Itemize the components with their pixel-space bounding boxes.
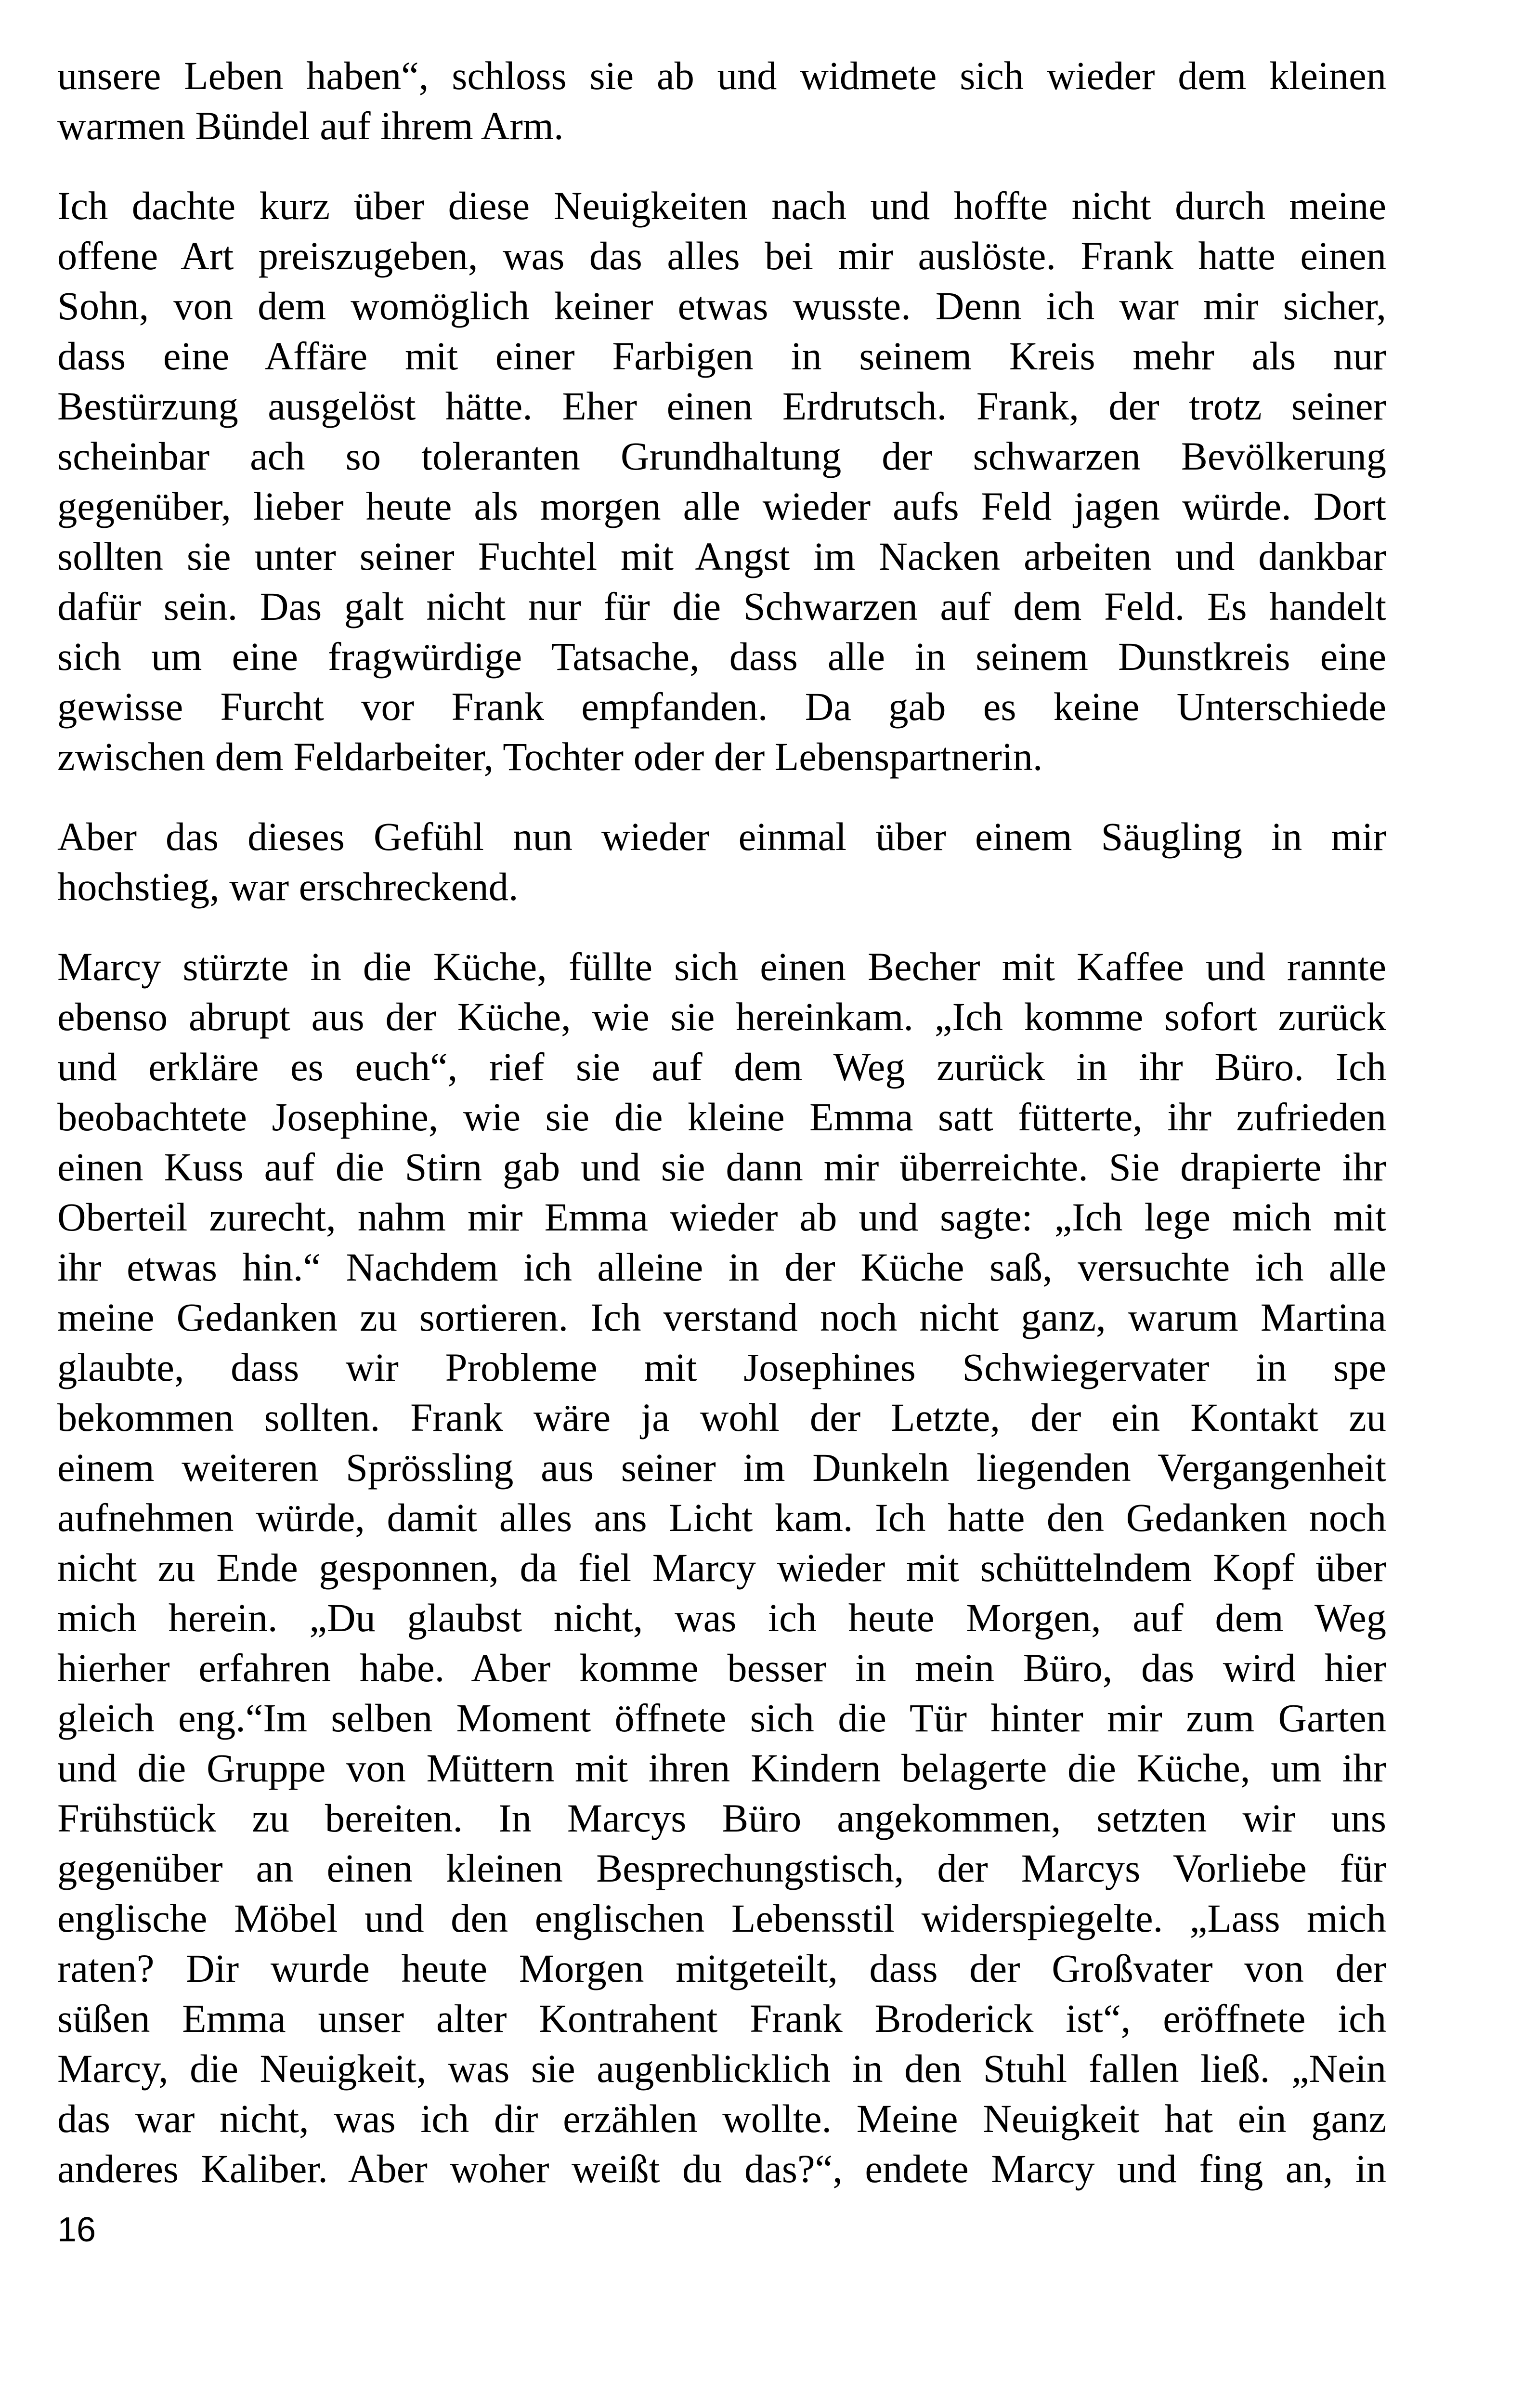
text-line: das war nicht, was ich dir erzählen wollte. Meine Neuigkeit hat ein ganz <box>57 2096 1386 2141</box>
text-line: glaubte, dass wir Probleme mit Josephines Schwiegervater in spe <box>57 1345 1386 1389</box>
text-line: zwischen dem Feldarbeiter, Tochter oder der Lebenspartnerin. <box>57 734 1043 779</box>
text-line: einen Kuss auf die Stirn gab und sie dann mir überreichte. Sie drapierte ihr <box>57 1145 1386 1189</box>
text-line: Ich dachte kurz über diese Neuigkeiten nach und hoffte nicht durch meine <box>57 183 1386 228</box>
text-line: einem weiteren Sprössling aus seiner im Dunkeln liegenden Vergangenheit <box>57 1445 1386 1490</box>
text-line: Bestürzung ausgelöst hätte. Eher einen Erdrutsch. Frank, der trotz seiner <box>57 384 1386 428</box>
text-line: Oberteil zurecht, nahm mir Emma wieder ab und sagte: „Ich lege mich mit <box>57 1195 1386 1239</box>
text-line: anderes Kaliber. Aber woher weißt du das?“, endete Marcy und fing an, in <box>57 2146 1386 2191</box>
text-line: gleich eng.“Im selben Moment öffnete sich die Tür hinter mir zum Garten <box>57 1696 1386 1740</box>
paragraph-gap <box>57 151 1386 181</box>
text-line: aufnehmen würde, damit alles ans Licht kam. Ich hatte den Gedanken noch <box>57 1495 1386 1540</box>
text-line: Sohn, von dem womöglich keiner etwas wusste. Denn ich war mir sicher, <box>57 284 1386 328</box>
text-line: ebenso abrupt aus der Küche, wie sie hereinkam. „Ich komme sofort zurück <box>57 995 1386 1039</box>
text-line: Marcy, die Neuigkeit, was sie augenblicklich in den Stuhl fallen ließ. „Nein <box>57 2046 1386 2091</box>
text-line: und die Gruppe von Müttern mit ihren Kindern belagerte die Küche, um ihr <box>57 1746 1386 1790</box>
paragraph <box>57 51 1386 151</box>
text-line: unsere Leben haben“, schloss sie ab und widmete sich wieder dem kleinen <box>57 53 1386 98</box>
text-line: Marcy stürzte in die Küche, füllte sich einen Becher mit Kaffee und rannte <box>57 944 1386 989</box>
text-line: meine Gedanken zu sortieren. Ich verstand noch nicht ganz, warum Martina <box>57 1295 1386 1339</box>
text-line: dass eine Affäre mit einer Farbigen in seinem Kreis mehr als nur <box>57 334 1386 378</box>
paragraph <box>57 811 1386 912</box>
text-line: offene Art preiszugeben, was das alles bei mir auslöste. Frank hatte einen <box>57 234 1386 278</box>
text-line: scheinbar ach so toleranten Grundhaltung der schwarzen Bevölkerung <box>57 434 1386 478</box>
paragraph-gap <box>57 782 1386 811</box>
paragraph <box>57 181 1386 782</box>
text-line: gegenüber an einen kleinen Besprechungstisch, der Marcys Vorliebe für <box>57 1846 1386 1890</box>
text-line: mich herein. „Du glaubst nicht, was ich heute Morgen, auf dem Weg <box>57 1596 1386 1640</box>
text-line: dafür sein. Das galt nicht nur für die Schwarzen auf dem Feld. Es handelt <box>57 584 1386 628</box>
text-line: beobachtete Josephine, wie sie die kleine Emma satt fütterte, ihr zufrieden <box>57 1095 1386 1139</box>
body-text <box>57 51 1386 2194</box>
text-line: gewisse Furcht vor Frank empfanden. Da gab es keine Unterschiede <box>57 684 1386 729</box>
text-line: süßen Emma unser alter Kontrahent Frank Broderick ist“, eröffnete ich <box>57 1996 1386 2041</box>
paragraph <box>57 942 1386 2194</box>
text-line: hierher erfahren habe. Aber komme besser in mein Büro, das wird hier <box>57 1646 1386 1690</box>
text-line: gegenüber, lieber heute als morgen alle wieder aufs Feld jagen würde. Dort <box>57 484 1386 528</box>
text-line: nicht zu Ende gesponnen, da fiel Marcy wieder mit schüttelndem Kopf über <box>57 1545 1386 1590</box>
page-number: 16 <box>57 2211 96 2249</box>
text-line: warmen Bündel auf ihrem Arm. <box>57 104 564 148</box>
text-line: und erkläre es euch“, rief sie auf dem Weg zurück in ihr Büro. Ich <box>57 1045 1386 1089</box>
text-line: sich um eine fragwürdige Tatsache, dass alle in seinem Dunstkreis eine <box>57 634 1386 679</box>
text-line: raten? Dir wurde heute Morgen mitgeteilt, dass der Großvater von der <box>57 1946 1386 1990</box>
paragraph-gap <box>57 912 1386 942</box>
text-line: Aber das dieses Gefühl nun wieder einmal über einem Säugling in mir <box>57 814 1386 859</box>
text-line: englische Möbel und den englischen Lebensstil widerspiegelte. „Lass mich <box>57 1896 1386 1940</box>
text-line: hochstieg, war erschreckend. <box>57 864 519 909</box>
text-line: ihr etwas hin.“ Nachdem ich alleine in der Küche saß, versuchte ich alle <box>57 1245 1386 1289</box>
text-line: bekommen sollten. Frank wäre ja wohl der Letzte, der ein Kontakt zu <box>57 1395 1386 1440</box>
text-line: sollten sie unter seiner Fuchtel mit Angst im Nacken arbeiten und dankbar <box>57 534 1386 578</box>
text-line: Frühstück zu bereiten. In Marcys Büro angekommen, setzten wir uns <box>57 1796 1386 1840</box>
